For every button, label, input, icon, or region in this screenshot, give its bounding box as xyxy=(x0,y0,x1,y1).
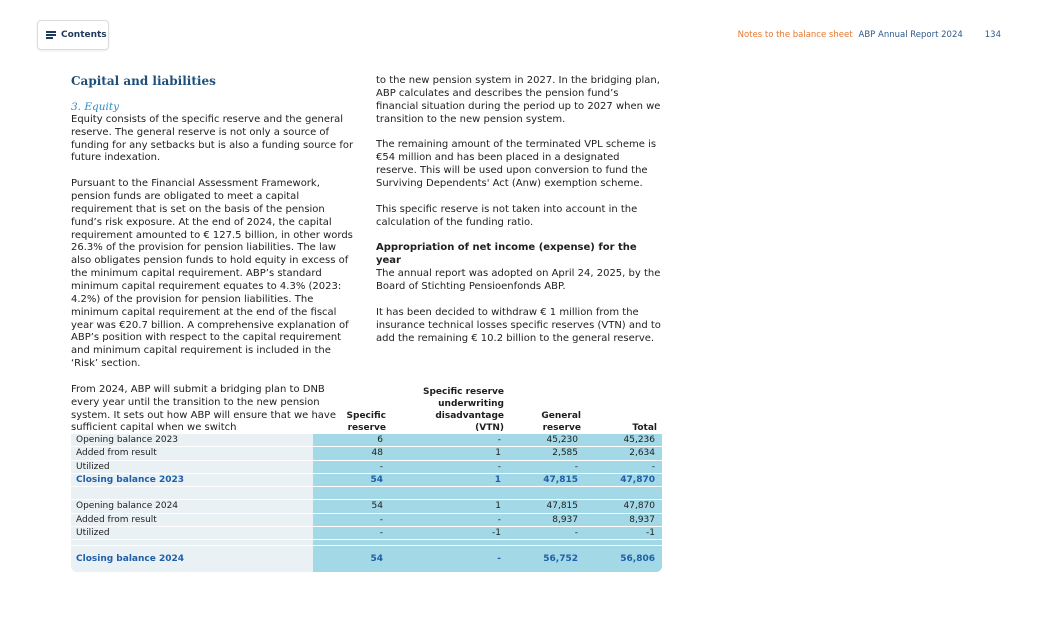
section-title: Capital and liabilities xyxy=(71,74,216,88)
column-header: Total xyxy=(632,423,657,433)
table-header xyxy=(71,387,662,434)
table-body xyxy=(71,434,662,572)
sub-title: 3. Equity xyxy=(71,100,120,113)
paragraph: From 2024, ABP will submit a bridging plan to DNB every year until the transition to the new pension system. It sets out how ABP will ensure that we have sufficient capital when we switch xyxy=(71,383,336,434)
paragraph: Equity consists of the specific reserve and the general reserve. The general reserve is not only a source of funding for any setbacks but is also a funding source for future indexation. xyxy=(71,113,354,164)
paragraph: to the new pension system in 2027. In the bridging plan, ABP calculates and describes the pension fund’s financial situation during the period up to 2027 when we transition to the new pension system. xyxy=(376,75,661,125)
contents-button[interactable] xyxy=(37,20,109,50)
column-header: General reserve xyxy=(541,411,581,433)
column-header: Specific reserve underwriting disadvantage (VTN) xyxy=(423,387,504,433)
paragraph: The annual report was adopted on April 24, 2025, by the Board of Stichting Pensioenfonds ABP. xyxy=(376,268,661,292)
table-row: Added from result 48 1 2,585 2,634 xyxy=(71,447,662,460)
table-row: Opening balance 2023 6 - 45,230 45,236 xyxy=(71,434,662,447)
table-row: Added from result - - 8,937 8,937 xyxy=(71,514,662,527)
paragraph: The remaining amount of the terminated VPL scheme is €54 million and has been placed in a designated reserve. This will be used upon conversion to fund the Surviving Dependents' Act (Anw) exemption scheme. xyxy=(376,139,657,189)
paragraph: It has been decided to withdraw € 1 million from the insurance technical losses specific reserves (VTN) and to add the remaining € 10.2 billion to the general reserve. xyxy=(376,306,661,344)
table-row: Opening balance 2024 54 1 47,815 47,870 xyxy=(71,500,662,513)
column-header: Specific reserve xyxy=(346,411,386,433)
page-header xyxy=(738,30,1001,40)
menu-icon xyxy=(46,31,56,39)
section-link[interactable]: Notes to the balance sheet xyxy=(737,30,853,40)
paragraph: This specific reserve is not taken into account in the calculation of the funding ratio. xyxy=(376,203,638,228)
paragraph: Pursuant to the Financial Assessment Framework, pension funds are obligated to meet a capital requirement that is set on the basis of the pension fund’s risk exposure. At the end of 2024, the capital requirement amounted to € 127.5 billion, in other words 26.3% of the provision for pension liabilities. The law also obligates pension funds to hold equity in excess of the minimum capital requirement. ABP’s standard minimum capital requirement equates to 4.3% (2023: 4.2%) of the provision for pension liabilities. The minimum capital requirement at the end of the fiscal year was €20.7 billion. A comprehensive explanation of ABP’s position with respect to the capital requirement and minimum capital requirement is included in the ‘Risk’ section. xyxy=(71,178,353,370)
page-number: 134 xyxy=(984,30,1001,40)
right-column xyxy=(376,75,662,358)
table-row: Utilized - - - - xyxy=(71,461,662,474)
table-row-closing: Closing balance 2023 54 1 47,815 47,870 xyxy=(71,474,662,487)
contents-label: Contents xyxy=(61,30,107,40)
equity-table xyxy=(71,387,662,572)
table-row: Utilized - -1 - -1 xyxy=(71,527,662,540)
paragraph-heading: Appropriation of net income (expense) for the year xyxy=(376,242,637,267)
table-row-closing: Closing balance 2024 54 - 56,752 56,806 xyxy=(76,554,655,565)
report-title: ABP Annual Report 2024 xyxy=(858,30,963,40)
